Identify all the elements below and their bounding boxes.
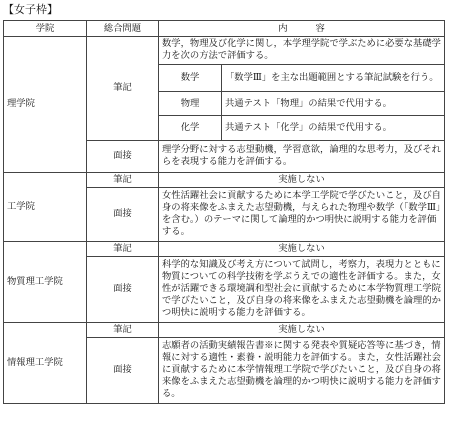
computing-written-text: 実施しない bbox=[159, 322, 445, 337]
science-subject-table bbox=[159, 64, 444, 140]
materials-written-label: 筆記 bbox=[87, 241, 159, 256]
header-row bbox=[4, 21, 445, 37]
subject-desc: 共通テスト「物理」の結果で代用する。 bbox=[222, 92, 445, 116]
materials-written-row bbox=[4, 241, 445, 256]
subject-desc: 共通テスト「化学」の結果で代用する。 bbox=[222, 116, 445, 140]
engineering-interview-text: 女性活躍社会に貢献するために本学工学院で学びたいこと，及び自身の将来像をふまえた志望動機，与えられた物理や数学（「数学Ⅲ」を含む。）のテーマに関して論理的かつ明快に説明する能力を評価する。 bbox=[159, 187, 445, 241]
subject-row bbox=[159, 116, 444, 140]
computing-interview-text: 志願者の活動実績報告書※に関する発表や質疑応答等に基づき，情報に対する適性・素養・説明能力を評価する。また，女性活躍社会に貢献するために本学情報理工学院で学びたいこと，及び自身の将来像をふまえた志望動機を論理的かつ明快に説明する能力を評価する。 bbox=[159, 337, 445, 403]
computing-written-row bbox=[4, 322, 445, 337]
section-title: 【女子枠】 bbox=[3, 3, 58, 16]
science-written-lead: 数学，物理及び化学に関し，本学理学院で学ぶために必要な基礎学力を次の方法で評価する。 bbox=[162, 38, 441, 61]
header-dept: 学院 bbox=[4, 21, 87, 37]
engineering-written-text: 実施しない bbox=[159, 172, 445, 187]
header-exam: 総合問題 bbox=[87, 21, 159, 37]
materials-written-text: 実施しない bbox=[159, 241, 445, 256]
materials-interview-label: 面接 bbox=[87, 256, 159, 322]
science-written-content bbox=[159, 37, 445, 141]
header-content: 内 容 bbox=[159, 21, 445, 37]
subject-name: 物理 bbox=[159, 92, 222, 116]
computing-interview-label: 面接 bbox=[87, 337, 159, 403]
subject-row bbox=[159, 65, 444, 92]
computing-written-label: 筆記 bbox=[87, 322, 159, 337]
science-interview-label: 面接 bbox=[87, 140, 159, 172]
dept-computing: 情報理工学院 bbox=[4, 322, 87, 403]
science-interview-text: 理学分野に対する志望動機，学習意欲，論理的な思考力，及びそれらを表現する能力を評価する。 bbox=[159, 140, 445, 172]
subject-desc: 「数学Ⅲ」を主な出題範囲とする筆記試験を行う。 bbox=[222, 65, 445, 92]
materials-interview-text: 科学的な知識及び考え方について試問し，考察力，表現力とともに物質についての科学技術を学ぶうえでの適性を評価する。また，女性が活躍できる環境調和型社会に貢献するために本学物質理工学院で学びたいこと，及び自身の将来像をふまえた志望動機を論理的かつ明快に説明する能力を評価する。 bbox=[159, 256, 445, 322]
subject-row bbox=[159, 92, 444, 116]
dept-materials: 物質理工学院 bbox=[4, 241, 87, 322]
subject-name: 化学 bbox=[159, 116, 222, 140]
admission-table bbox=[3, 20, 445, 404]
subject-name: 数学 bbox=[159, 65, 222, 92]
engineering-interview-label: 面接 bbox=[87, 187, 159, 241]
dept-science: 理学院 bbox=[4, 37, 87, 173]
engineering-written-row bbox=[4, 172, 445, 187]
dept-engineering: 工学院 bbox=[4, 172, 87, 241]
science-written-label: 筆記 bbox=[87, 37, 159, 141]
engineering-written-label: 筆記 bbox=[87, 172, 159, 187]
science-written-row bbox=[4, 37, 445, 141]
